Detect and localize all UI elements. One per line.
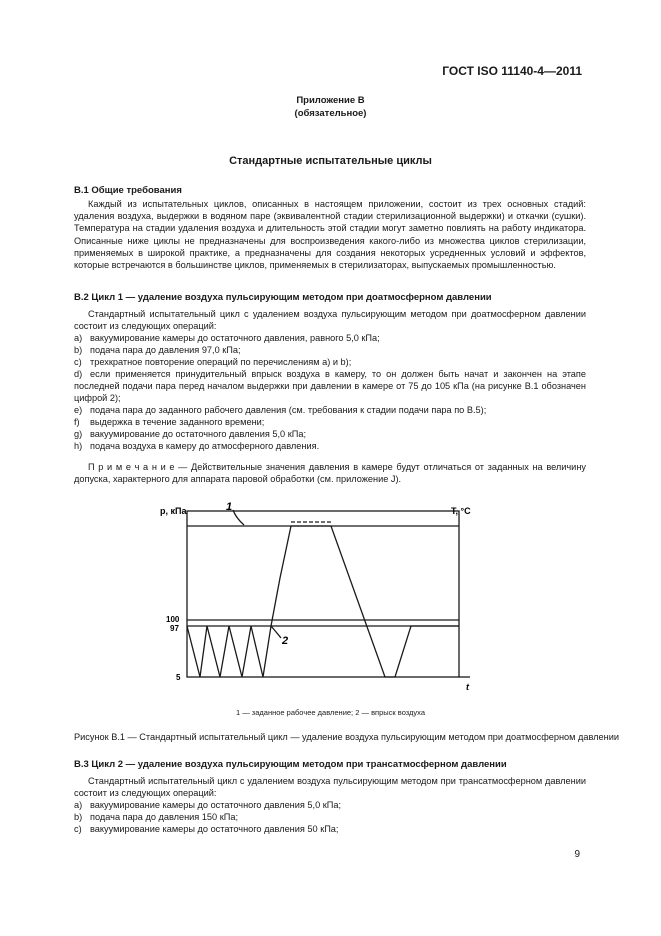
y-right-label: T, °С bbox=[451, 506, 471, 516]
tick-5: 5 bbox=[176, 673, 181, 682]
list-item: d) если применяется принудительный впрыск воздуха в камеру, то он должен быть начат и закончен на этапе последней подачи пара перед началом выдержки при давлении в камере от 75 до 105 кПа (на рисунке В.1 обозначен цифрой 2); bbox=[74, 369, 586, 404]
annex-status: (обязательное) bbox=[294, 108, 367, 119]
paragraph-b3-intro: Стандартный испытательный цикл с удалением воздуха пульсирующим методом при трансатмосферном давлении состоит из следующих операций: bbox=[74, 776, 586, 799]
y-left-label: p, кПа bbox=[160, 506, 187, 516]
callout-1: 1 bbox=[226, 501, 233, 513]
tick-97: 97 bbox=[170, 624, 179, 633]
x-label: t bbox=[466, 682, 469, 692]
list-item: f) выдержка в течение заданного времени; bbox=[74, 417, 265, 427]
list-item: h) подача воздуха в камеру до атмосферного давления. bbox=[74, 441, 320, 451]
note bbox=[74, 461, 586, 485]
list-item: c) трехкратное повторение операций по перечислениям а) и b); bbox=[74, 357, 352, 367]
tick-100: 100 bbox=[166, 615, 180, 624]
note-label: П р и м е ч а н и е bbox=[88, 462, 175, 472]
list-item: a) вакуумирование камеры до остаточного давления, равного 5,0 кПа; bbox=[74, 333, 380, 343]
paragraph-b1: Каждый из испытательных циклов, описанных в настоящем приложении, состоит из трех основных стадий: удаления воздуха, выдержки в водяном паре (эквивалентной стадии стерилизационной выдержки) и откачки (сушки). Температура на стадии удаления воздуха и длительность этой стадии могут заметно повлиять на работу индикатора. Описанные ниже циклы не предназначены для воспроизведения какого-либо из множества циклов стерилизации, применяемых в широкой практике, а предназначены для создания некоторых усредненных условий и эффектов, которые встречаются в большинстве циклов, применяемых в стерилизаторах, выпускаемых промышленностью. bbox=[74, 199, 586, 271]
list-item: a) вакуумирование камеры до остаточного давления 5,0 кПа; bbox=[74, 800, 342, 810]
page-number: 9 bbox=[574, 849, 580, 860]
figure-caption: Рисунок В.1 — Стандартный испытательный цикл — удаление воздуха пульсирующим методом при доатмосферном давлении bbox=[74, 732, 619, 742]
annex-title: Приложение В bbox=[296, 95, 365, 106]
section-title: Стандартные испытательные циклы bbox=[229, 155, 432, 167]
list-item: e) подача пара до заданного рабочего давления (см. требования к стадии подачи пара по В.5); bbox=[74, 405, 487, 415]
cycle-diagram bbox=[160, 498, 490, 698]
figure-legend: 1 — заданное рабочее давление; 2 — впрыск воздуха bbox=[235, 708, 426, 717]
paragraph-b2-intro: Стандартный испытательный цикл с удалением воздуха пульсирующим методом при доатмосферном давлении состоит из следующих операций: bbox=[74, 309, 586, 332]
pressure-curve bbox=[187, 526, 459, 677]
list-item: c) вакуумирование камеры до остаточного давления 50 кПа; bbox=[74, 824, 339, 834]
plot-frame bbox=[187, 511, 459, 677]
note-text: — Действительные значения давления в камере будут отличаться от заданных на величину допуска, характерного для аппарата паровой обработки (см. приложение J). bbox=[74, 462, 586, 485]
list-item: b) подача пара до давления 150 кПа; bbox=[74, 812, 238, 822]
callout-2: 2 bbox=[282, 635, 289, 647]
heading-b2: В.2 Цикл 1 — удаление воздуха пульсирующим методом при доатмосферном давлении bbox=[74, 292, 492, 303]
standard-designation: ГОСТ ISO 11140-4—2011 bbox=[442, 64, 582, 78]
list-item: g) вакуумирование до остаточного давления 5,0 кПа; bbox=[74, 429, 307, 439]
callout-1-leader bbox=[233, 510, 244, 525]
list-item: b) подача пара до давления 97,0 кПа; bbox=[74, 345, 241, 355]
callout-2-leader bbox=[271, 626, 281, 638]
heading-b1: В.1 Общие требования bbox=[74, 185, 182, 196]
figure-b1 bbox=[160, 498, 490, 703]
heading-b3: В.3 Цикл 2 — удаление воздуха пульсирующим методом при трансатмосферном давлении bbox=[74, 759, 507, 770]
